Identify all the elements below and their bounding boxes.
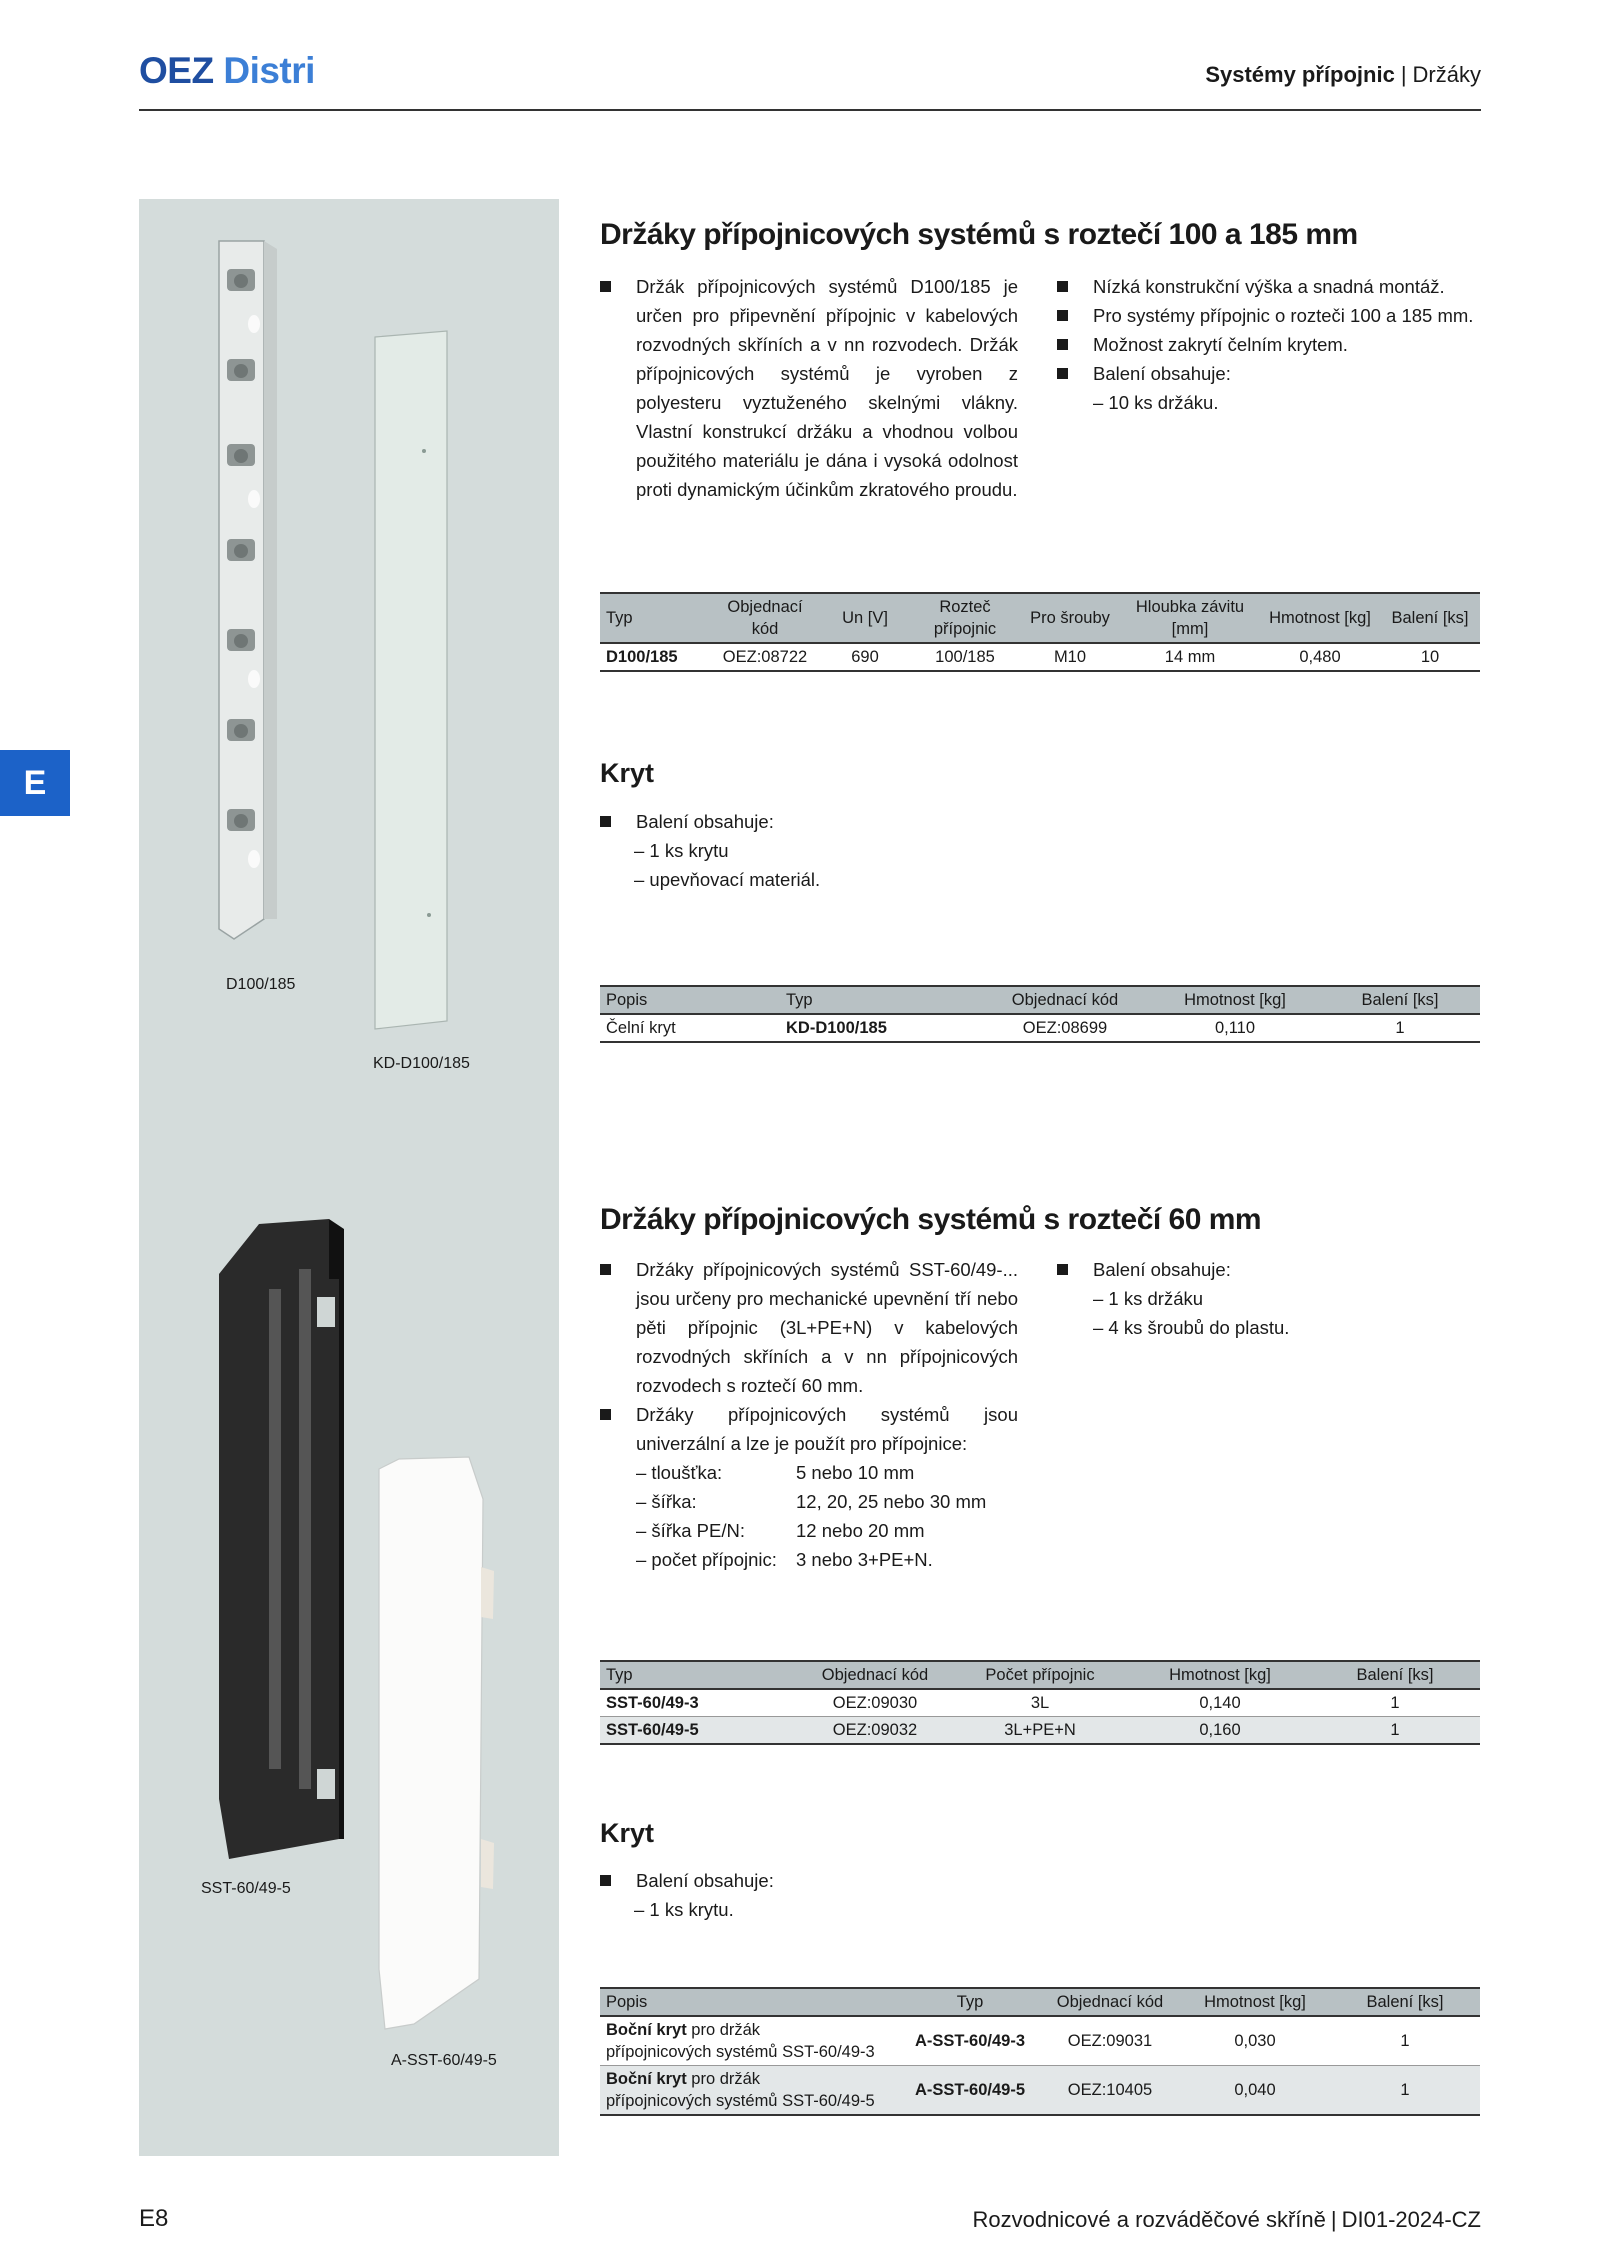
col-popis: Popis [600, 1988, 900, 2016]
dimension-key: – počet přípojnic: [636, 1549, 777, 1570]
table-header-row [600, 986, 1480, 1014]
cell: OEZ:10405 [1040, 2066, 1180, 2116]
dimension-value: 12 nebo 20 mm [796, 1520, 925, 1541]
table-row [600, 2016, 1480, 2066]
feature-item: Možnost zakrytí čelním krytem. [1057, 330, 1487, 359]
col-roztec: Rozteč přípojnic [910, 593, 1020, 643]
packaging-sub-item: – 4 ks šroubů do plastu. [1093, 1317, 1290, 1338]
page-number: E8 [139, 2205, 169, 2232]
section1-description-bullet: Držák přípojnicových systémů D100/185 je určen pro připevnění přípojnic v kabelových rozvodných skříních a v nn rozvodech. Držák přípojnicových systémů je vyroben z polyesteru vyztuženého skelnými vlákny. Vlastní konstrukcí držáku a vhodnou volbou použitého materiálu je dána i vysoká odolnost proti dynamickým účinkům zkratového proudu. [600, 272, 1018, 504]
section2-title: Držáky přípojnicových systémů s roztečí 60 mm [600, 1203, 1262, 1236]
col-kod: Objednací kód [1040, 1988, 1180, 2016]
section2-kryt-bullets [600, 1866, 1020, 1924]
section1-kryt-bullets [600, 807, 1020, 894]
section2-spec-table [600, 1660, 1480, 1745]
kryt-bullet: Balení obsahuje: [600, 807, 1020, 836]
col-pocet: Počet přípojnic [950, 1661, 1130, 1689]
cell: OEZ:09032 [800, 1717, 950, 1745]
cell [600, 2066, 900, 2116]
packaging-bullet: Balení obsahuje: [1057, 1255, 1477, 1284]
section2-description-bullet: Držáky přípojnicových systémů SST-60/49-... jsou určeny pro mechanické upevnění tří nebo pěti přípojnic (3L+PE+N) v kabelových rozvodných skříních a v nn přípojnicových rozvodech s roztečí 60 mm. [600, 1255, 1018, 1400]
cell: 0,480 [1260, 643, 1380, 671]
kryt-sub-item: – 1 ks krytu. [634, 1899, 734, 1920]
product-image-column [139, 199, 559, 2156]
dimension-row [600, 1487, 1018, 1516]
image-caption-a-sst: A-SST-60/49-5 [391, 2052, 497, 2069]
col-kod: Objednací kód [980, 986, 1150, 1014]
cell: KD-D100/185 [780, 1014, 980, 1042]
dimension-row [600, 1458, 1018, 1487]
section1-features [1057, 272, 1487, 417]
dimension-value: 5 nebo 10 mm [796, 1462, 915, 1483]
feature-item: Pro systémy přípojnic o rozteči 100 a 185 mm. [1057, 301, 1487, 330]
cell: OEZ:08722 [710, 643, 820, 671]
col-hmotnost: Hmotnost [kg] [1180, 1988, 1330, 2016]
col-typ: Typ [780, 986, 980, 1014]
cell: OEZ:09030 [800, 1689, 950, 1717]
section1-kryt-table [600, 985, 1480, 1043]
breadcrumb [1205, 62, 1481, 88]
feature-item: Nízká konstrukční výška a snadná montáž. [1057, 272, 1487, 301]
cell: A-SST-60/49-3 [900, 2016, 1040, 2066]
cell: OEZ:09031 [1040, 2016, 1180, 2066]
cell: M10 [1020, 643, 1120, 671]
cell: 1 [1330, 2016, 1480, 2066]
cell: 1 [1310, 1689, 1480, 1717]
cell: 10 [1380, 643, 1480, 671]
col-un: Un [V] [820, 593, 910, 643]
kryt-sub-item: – upevňovací materiál. [634, 869, 821, 890]
breadcrumb-category: Systémy přípojnic [1205, 62, 1395, 87]
cell: SST-60/49-3 [600, 1689, 800, 1717]
kd-d100-185-cover-image [375, 331, 447, 1029]
cell: 0,040 [1180, 2066, 1330, 2116]
section2-packaging [1057, 1255, 1477, 1342]
dimension-row [600, 1545, 1018, 1574]
cell: D100/185 [600, 643, 710, 671]
d100-185-holder-image [219, 241, 277, 939]
col-popis: Popis [600, 986, 780, 1014]
table-row [600, 2066, 1480, 2116]
dimension-value: 3 nebo 3+PE+N. [796, 1549, 933, 1570]
product-illustrations [139, 199, 559, 2156]
table-header-row [600, 1661, 1480, 1689]
table-row [600, 1689, 1480, 1717]
cell-bold: Boční kryt [606, 2070, 687, 2088]
table-row [600, 1717, 1480, 1745]
col-hmotnost: Hmotnost [kg] [1130, 1661, 1310, 1689]
col-typ: Typ [900, 1988, 1040, 2016]
cell: 3L+PE+N [950, 1717, 1130, 1745]
cell: 0,030 [1180, 2016, 1330, 2066]
section1-description [600, 272, 1018, 504]
dimension-value: 12, 20, 25 nebo 30 mm [796, 1491, 987, 1512]
dimension-key: – tloušťka: [636, 1462, 723, 1483]
table-header-row [600, 1988, 1480, 2016]
footer-title [972, 2207, 1481, 2233]
col-baleni: Balení [ks] [1310, 1661, 1480, 1689]
cell: OEZ:08699 [980, 1014, 1150, 1042]
chapter-tab: E [0, 750, 70, 816]
col-baleni: Balení [ks] [1320, 986, 1480, 1014]
sst-60-49-5-holder-image [219, 1219, 344, 1859]
section2-description-bullet: Držáky přípojnicových systémů jsou univerzální a lze je použít pro přípojnice: [600, 1400, 1018, 1458]
cell: A-SST-60/49-5 [900, 2066, 1040, 2116]
cell: 100/185 [910, 643, 1020, 671]
image-caption-sst: SST-60/49-5 [201, 1880, 291, 1897]
section2-description [600, 1255, 1018, 1574]
feature-sub-item: – 10 ks držáku. [1093, 392, 1219, 413]
packaging-sub-item: – 1 ks držáku [1093, 1288, 1204, 1309]
cell-text: přípojnicových systémů SST-60/49-3 [606, 2043, 875, 2061]
cell: 1 [1310, 1717, 1480, 1745]
col-baleni: Balení [ks] [1380, 593, 1480, 643]
section1-title: Držáky přípojnicových systémů s roztečí 100 a 185 mm [600, 218, 1358, 251]
dimension-row [600, 1516, 1018, 1545]
cell: 690 [820, 643, 910, 671]
cell-text: přípojnicových systémů SST-60/49-5 [606, 2092, 875, 2110]
section2-kryt-table [600, 1987, 1480, 2116]
cell: SST-60/49-5 [600, 1717, 800, 1745]
footer-separator: | [1330, 2207, 1337, 2232]
brand-logo [139, 50, 315, 92]
col-baleni: Balení [ks] [1330, 1988, 1480, 2016]
col-hmotnost: Hmotnost [kg] [1260, 593, 1380, 643]
dimension-key: – šířka PE/N: [636, 1520, 745, 1541]
col-kod: Objednací kód [710, 593, 820, 643]
cell: 1 [1330, 2066, 1480, 2116]
section1-kryt-title: Kryt [600, 758, 655, 788]
feature-item: Balení obsahuje: [1057, 359, 1487, 388]
cell: 0,140 [1130, 1689, 1310, 1717]
footer-code: DI01-2024-CZ [1341, 2207, 1481, 2232]
col-typ: Typ [600, 593, 710, 643]
a-sst-60-49-5-cover-image [379, 1457, 494, 2029]
cell-text: pro držák [686, 2070, 761, 2088]
col-srouby: Pro šrouby [1020, 593, 1120, 643]
col-typ: Typ [600, 1661, 800, 1689]
image-caption-d100: D100/185 [226, 976, 296, 993]
cell: 1 [1320, 1014, 1480, 1042]
table-header-row [600, 593, 1480, 643]
section1-spec-table [600, 592, 1480, 672]
kryt-sub-item: – 1 ks krytu [634, 840, 729, 861]
logo-main: OEZ [139, 50, 214, 91]
cell-text: pro držák [686, 2021, 761, 2039]
col-hmotnost: Hmotnost [kg] [1150, 986, 1320, 1014]
cell: 14 mm [1120, 643, 1260, 671]
cell: 3L [950, 1689, 1130, 1717]
breadcrumb-subcategory: Držáky [1412, 62, 1481, 87]
breadcrumb-separator: | [1400, 62, 1407, 87]
cell: 0,160 [1130, 1717, 1310, 1745]
header-divider [139, 109, 1481, 111]
table-row [600, 643, 1480, 671]
cell: 0,110 [1150, 1014, 1320, 1042]
logo-sub: Distri [223, 50, 315, 91]
cell [600, 2016, 900, 2066]
image-caption-kd-d100: KD-D100/185 [373, 1055, 470, 1072]
cell-bold: Boční kryt [606, 2021, 687, 2039]
col-kod: Objednací kód [800, 1661, 950, 1689]
dimension-key: – šířka: [636, 1491, 697, 1512]
cell: Čelní kryt [600, 1014, 780, 1042]
col-hloubka: Hloubka závitu [mm] [1120, 593, 1260, 643]
section2-kryt-title: Kryt [600, 1818, 655, 1848]
table-row [600, 1014, 1480, 1042]
footer-publication: Rozvodnicové a rozváděčové skříně [972, 2207, 1326, 2232]
kryt-bullet: Balení obsahuje: [600, 1866, 1020, 1895]
